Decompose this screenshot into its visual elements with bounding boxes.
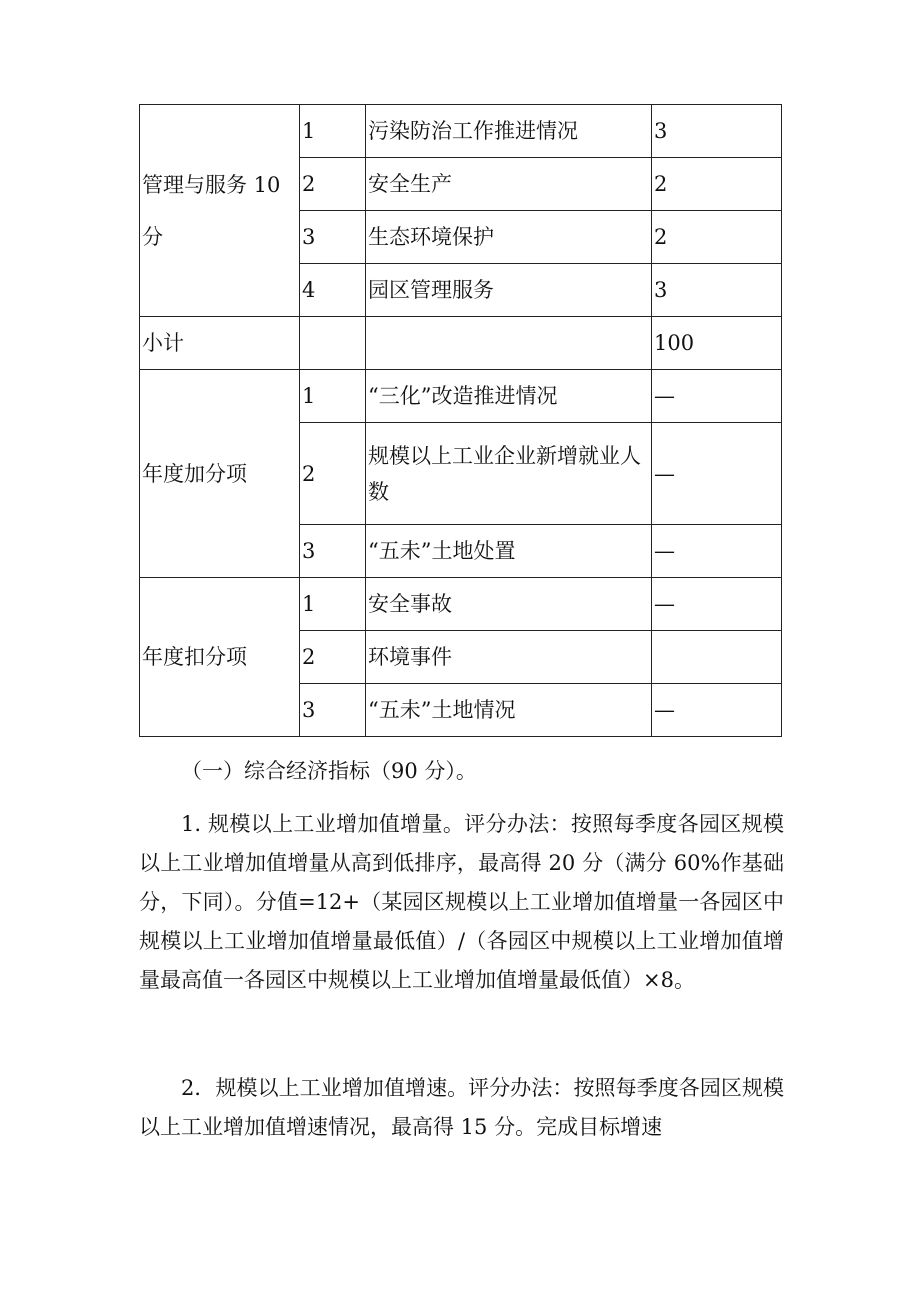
row-number <box>300 317 366 370</box>
row-number: 2 <box>300 631 366 684</box>
category-cell: 年度加分项 <box>140 370 300 578</box>
row-item <box>366 317 652 370</box>
section-heading: （一）综合经济指标（90 分）。 <box>181 759 477 783</box>
row-item: “五未”土地情况 <box>366 684 652 737</box>
category-cell: 年度扣分项 <box>140 578 300 737</box>
row-score: 2 <box>652 211 782 264</box>
row-item: 规模以上工业企业新增就业人数 <box>366 423 652 525</box>
paragraph-block <box>139 1069 784 1147</box>
row-number: 1 <box>300 105 366 158</box>
row-score: — <box>652 525 782 578</box>
row-item: 安全生产 <box>366 158 652 211</box>
row-score: — <box>652 370 782 423</box>
row-score: — <box>652 578 782 631</box>
row-score: — <box>652 684 782 737</box>
row-item: 生态环境保护 <box>366 211 652 264</box>
row-number: 2 <box>300 158 366 211</box>
row-score <box>652 631 782 684</box>
row-item: 安全事故 <box>366 578 652 631</box>
paragraph-block <box>139 805 784 1000</box>
section-heading-block <box>139 752 784 791</box>
row-number: 1 <box>300 578 366 631</box>
row-item: 园区管理服务 <box>366 264 652 317</box>
row-number: 1 <box>300 370 366 423</box>
row-item: 污染防治工作推进情况 <box>366 105 652 158</box>
table-row <box>140 105 782 158</box>
category-cell: 管理与服务 10 分 <box>140 105 300 317</box>
row-number: 4 <box>300 264 366 317</box>
row-item: “五未”土地处置 <box>366 525 652 578</box>
table-row <box>140 578 782 631</box>
row-score: 3 <box>652 105 782 158</box>
scoring-table <box>139 104 782 737</box>
row-item: “三化”改造推进情况 <box>366 370 652 423</box>
row-number: 3 <box>300 684 366 737</box>
row-score: 3 <box>652 264 782 317</box>
subtotal-row <box>140 317 782 370</box>
row-score: 2 <box>652 158 782 211</box>
paragraph: 1. 规模以上工业增加值增量。评分办法：按照每季度各园区规模以上工业增加值增量从高到低排序，最高得 20 分（满分 60%作基础分，下同）。分值=12+（某园区规模以上工业增加值增量一各园区中规模以上工业增加值增量最低值）/（各园区中规模以上工业增加值增量最高值一各园区中规模以上工业增加值增量最低值）×8。 <box>139 812 784 992</box>
paragraph: 2．规模以上工业增加值增速。评分办法：按照每季度各园区规模以上工业增加值增速情况，最高得 15 分。完成目标增速 <box>139 1076 784 1139</box>
row-score: 100 <box>652 317 782 370</box>
row-number: 3 <box>300 211 366 264</box>
row-number: 3 <box>300 525 366 578</box>
row-number: 2 <box>300 423 366 525</box>
category-cell: 小计 <box>140 317 300 370</box>
row-score: — <box>652 423 782 525</box>
table-row <box>140 370 782 423</box>
row-item: 环境事件 <box>366 631 652 684</box>
